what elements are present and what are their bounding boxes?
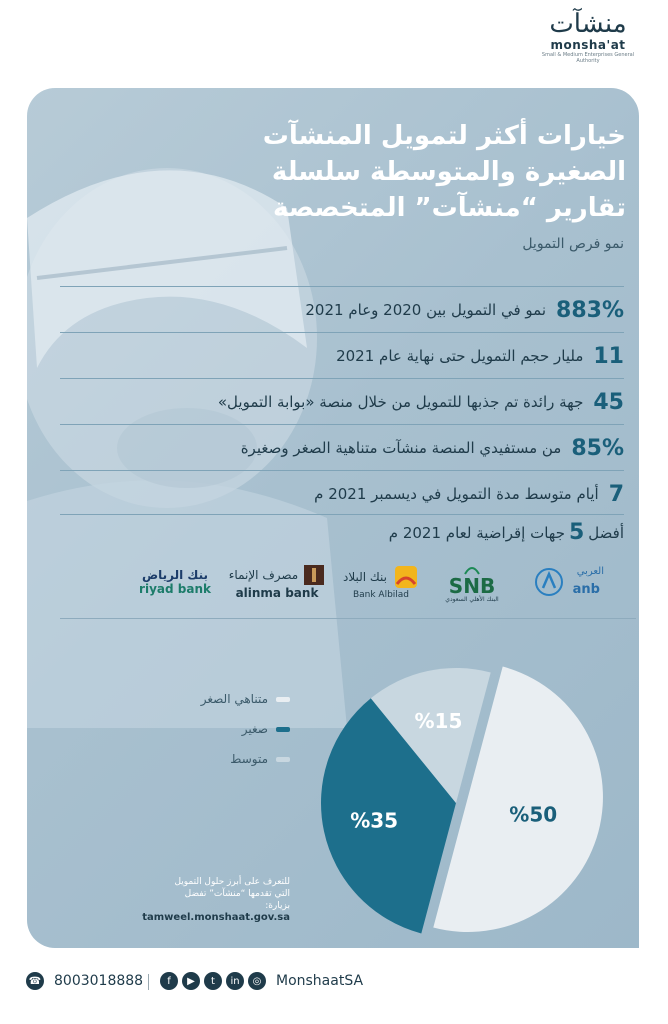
pie-slice-label: %35	[350, 808, 399, 833]
stat-text: مليار حجم التمويل حتى نهاية عام 2021	[336, 347, 584, 365]
stat-row	[60, 378, 624, 425]
divider	[60, 514, 624, 515]
logo-arabic: منشآت	[549, 9, 627, 39]
stat-text: جهة رائدة تم جذبها للتمويل من خلال منصة «بوابة التمويل»	[217, 393, 584, 411]
bank-logo-albilad	[336, 560, 426, 604]
stat-text: من مستفيدي المنصة منشآت متناهية الصغر وصغيرة	[240, 439, 562, 457]
lenders-suffix: جهات إقراضية لعام 2021 م	[388, 523, 565, 542]
logo-latin: monsha'at	[550, 38, 626, 52]
monshaat-logo	[538, 10, 638, 70]
stat-number: 11	[593, 343, 624, 369]
bank-latin-name: anb	[572, 582, 600, 597]
stat-number: 85%	[571, 435, 624, 461]
legend-swatch	[276, 727, 290, 732]
bank-arabic-name: مصرف الإنماء	[228, 568, 299, 582]
stat-row	[60, 286, 624, 333]
bank-latin-name: riyad bank	[139, 582, 211, 596]
logo-tagline: Small & Medium Enterprises General Authority	[541, 52, 635, 64]
bank-arabic-name: بنك البلاد	[342, 570, 387, 584]
stat-number: 45	[593, 389, 624, 415]
stat-text: أيام متوسط مدة التمويل في ديسمبر 2021 م	[314, 485, 599, 503]
legend-swatch	[276, 757, 290, 762]
bank-latin-name: SNB	[448, 573, 496, 598]
info-note	[142, 876, 290, 924]
bank-arabic-name: العربي	[576, 566, 604, 577]
bank-arabic-name: بنك الرياض	[142, 568, 208, 582]
bank-latin-name: alinma bank	[235, 586, 319, 600]
bank-logo-snb	[432, 560, 512, 604]
lenders-number: 5	[568, 520, 585, 545]
footer	[0, 972, 668, 1002]
bank-arabic-name: البنك الأهلي السعودي	[445, 595, 499, 603]
social-links	[160, 972, 363, 990]
albilad-sun-icon	[393, 564, 419, 590]
stat-row	[60, 470, 624, 517]
instagram-icon[interactable]: ◎	[248, 972, 266, 990]
legend-item	[160, 684, 290, 714]
twitter-icon[interactable]: t	[204, 972, 222, 990]
alinma-square-icon	[303, 564, 325, 586]
pie-slice-label: %50	[509, 802, 558, 827]
chart-legend	[160, 684, 290, 774]
phone-icon: ☎	[26, 972, 44, 990]
stat-number: 7	[608, 481, 624, 507]
section-divider	[60, 618, 636, 619]
bank-logo-alinma	[226, 560, 328, 604]
legend-label: متناهي الصغر	[200, 692, 268, 706]
stat-row	[60, 332, 624, 379]
bank-latin-name: Bank Albilad	[352, 590, 410, 600]
note-text: للتعرف على أبرز حلول التمويل التي تقدمها “منشآت” تفضل بزيارة:	[174, 877, 290, 911]
phone-number: 8003018888	[54, 973, 144, 989]
legend-item	[160, 744, 290, 774]
bank-logo-riyad	[130, 560, 220, 604]
linkedin-icon[interactable]: in	[226, 972, 244, 990]
legend-label: صغير	[241, 722, 268, 736]
lenders-prefix: أفضل	[588, 523, 624, 542]
stat-number: 883%	[556, 297, 624, 323]
facebook-icon[interactable]: f	[160, 972, 178, 990]
note-url-link[interactable]: tamweel.monshaat.gov.sa	[142, 912, 290, 923]
page-title: خيارات أكثر لتمويل المنشآت الصغيرة والمتوسطة سلسلة تقارير “منشآت” المتخصصة	[262, 121, 626, 223]
legend-item	[160, 714, 290, 744]
stat-text: نمو في التمويل بين 2020 وعام 2021	[305, 301, 547, 319]
phone-contact[interactable]	[26, 972, 143, 990]
legend-label: متوسط	[230, 752, 268, 766]
page-subtitle: نمو فرص التمويل	[522, 236, 624, 252]
funding-pie-chart	[296, 638, 626, 958]
stat-row	[60, 424, 624, 471]
top-lenders-heading	[389, 520, 624, 545]
pie-slice-label: %15	[414, 709, 463, 734]
bank-logo-anb	[530, 560, 610, 604]
footer-divider	[148, 974, 149, 990]
social-handle: MonshaatSA	[276, 973, 364, 989]
youtube-icon[interactable]: ▶	[182, 972, 200, 990]
legend-swatch	[276, 697, 290, 702]
